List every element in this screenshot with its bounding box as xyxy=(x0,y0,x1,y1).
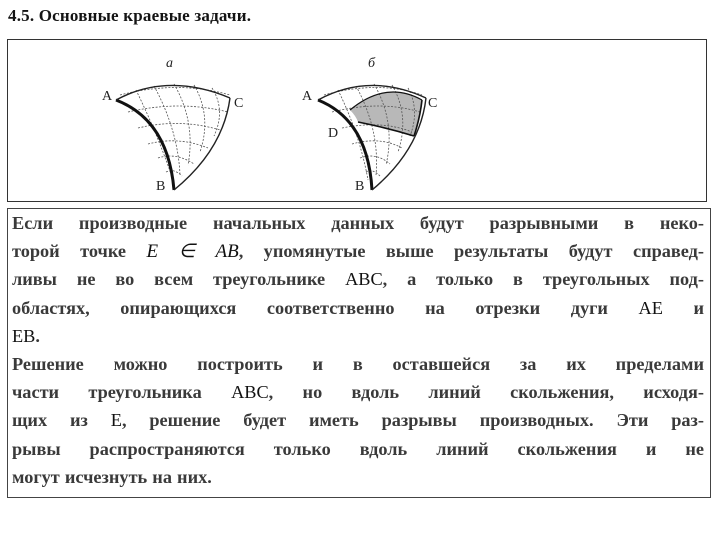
figure-panel xyxy=(7,39,707,202)
body-text xyxy=(7,208,711,498)
p1-line-2-after: , упомянутые выше результаты будут справед- xyxy=(238,241,704,262)
panel-b-point-b: B xyxy=(355,179,365,194)
paragraph-2 xyxy=(8,350,710,491)
p1-eb: EB xyxy=(12,325,36,346)
panel-a-point-b: B xyxy=(156,179,166,194)
p2-line-3 xyxy=(12,406,704,434)
slip-line-figure xyxy=(8,40,708,203)
p1-line-3-b: , а только в треугольных под- xyxy=(382,269,704,290)
p1-math-e-in-ab: E ∈ AB xyxy=(146,241,239,263)
p2-line-4: рывы распространяются только вдоль линий скольжения и не xyxy=(12,438,704,459)
p2-line-2-b: , но вдоль линий скольжения, исходя- xyxy=(268,382,704,403)
p1-line-5 xyxy=(12,322,704,350)
panel-b-label: б xyxy=(368,56,376,71)
panel-a-label: а xyxy=(166,56,173,71)
p2-line-3-a: щих из xyxy=(12,410,88,431)
panel-b-point-a: A xyxy=(302,89,313,104)
panel-a-diagram xyxy=(116,84,230,190)
p2-line-2 xyxy=(12,378,704,406)
panel-b-point-c: C xyxy=(428,96,438,111)
p1-line-5-b: . xyxy=(35,325,40,346)
p1-line-3-a: ливы не во всем треугольнике xyxy=(12,269,326,290)
panel-a-point-a: A xyxy=(102,89,113,104)
paragraph-1 xyxy=(8,209,710,350)
p1-line-1: Если производные начальных данных будут разрывными в неко- xyxy=(12,213,704,233)
p2-line-2-a: части треугольника xyxy=(12,382,202,403)
panel-b-point-d: D xyxy=(328,126,339,141)
p2-line-3-b: , решение будет иметь разрывы производных. Эти раз- xyxy=(121,410,704,431)
p1-line-4-a: областях, опирающихся соответственно на отрезки дуги xyxy=(12,297,608,318)
p1-abc: ABC xyxy=(345,269,383,290)
p2-line-1: Решение можно построить и в оставшейся за их пределами xyxy=(12,353,704,374)
page-heading: 4.5. Основные краевые задачи. xyxy=(8,6,252,25)
p2-abc: ABC xyxy=(231,382,269,403)
p2-e: E xyxy=(110,410,122,431)
p1-line-4 xyxy=(12,294,704,322)
p1-line-4-b: и xyxy=(693,297,704,318)
p2-line-5: могут исчезнуть на них. xyxy=(12,466,212,487)
p1-line-3 xyxy=(12,265,704,293)
p1-line-2 xyxy=(12,237,704,265)
p1-line-2-before: торой точке xyxy=(12,241,127,262)
panel-a-point-c: C xyxy=(234,96,244,111)
p1-ae: AE xyxy=(638,297,663,318)
